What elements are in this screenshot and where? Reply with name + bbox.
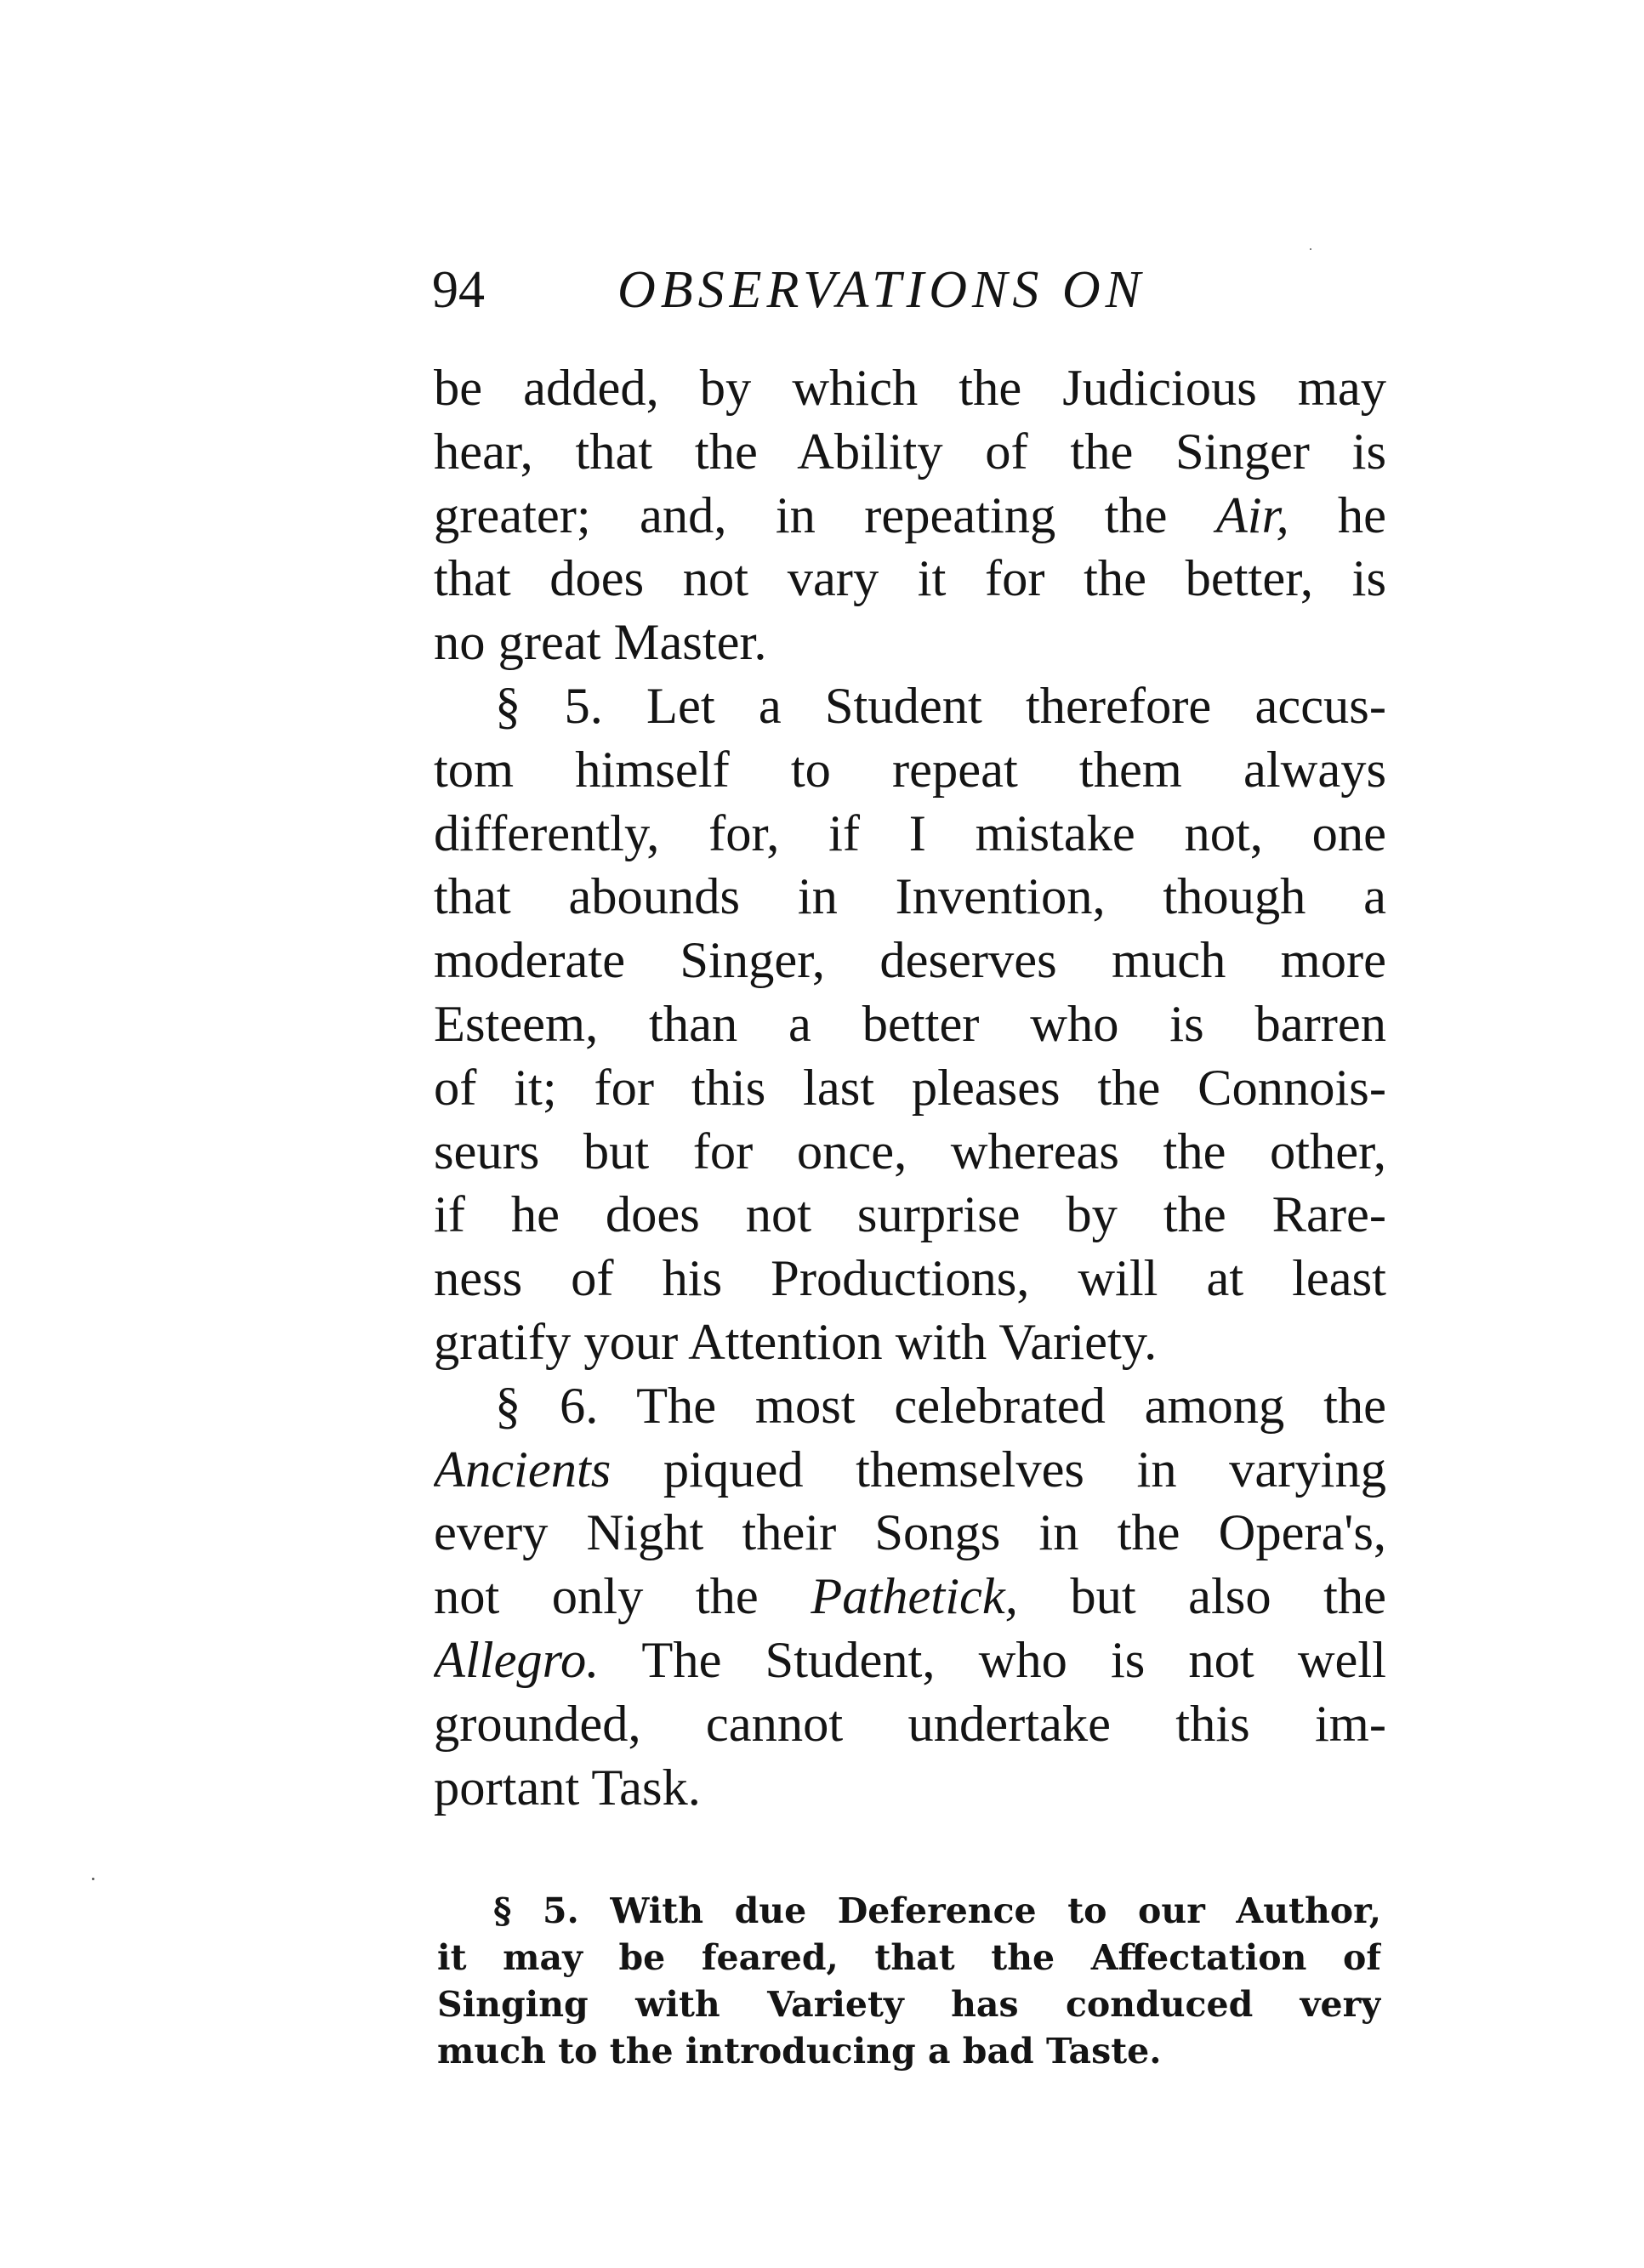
text-line: Ancients piqued themselves in varying: [434, 1441, 1386, 1498]
text-line: ness of his Productions, will at least: [434, 1250, 1386, 1308]
text-line: portant Task.: [434, 1759, 701, 1816]
italic-term: Ancients: [434, 1441, 612, 1498]
text-line: greater; and, in repeating the Air, he: [434, 486, 1386, 544]
text-line: moderate Singer, deserves much more: [434, 932, 1386, 990]
page-number: 94: [432, 261, 485, 319]
running-head: OBSERVATIONS ON: [617, 261, 1146, 319]
text-line: Esteem, than a better who is barren: [434, 995, 1386, 1053]
footnote-line: much to the introducing a bad Taste.: [437, 2031, 1162, 2072]
text-line: differently, for, if I mistake not, one: [434, 804, 1386, 862]
text-line: if he does not surprise by the Rare-: [434, 1186, 1386, 1244]
italic-term: Allegro.: [434, 1631, 600, 1689]
text-line: be added, by which the Judicious may: [434, 360, 1386, 417]
text-line: that does not vary it for the better, is: [434, 550, 1386, 608]
footnote-line: § 5. With due Deference to our Author,: [493, 1890, 1381, 1931]
italic-term: Air,: [1215, 486, 1289, 544]
text-line: seurs but for once, whereas the other,: [434, 1123, 1386, 1180]
section-6-start: § 6. The most celebrated among the: [495, 1377, 1386, 1435]
text-line: of it; for this last pleases the Connois-: [434, 1059, 1386, 1117]
text-line: grounded, cannot undertake this im-: [434, 1695, 1386, 1753]
text-line: hear, that the Ability of the Singer is: [434, 423, 1386, 480]
main-text: [434, 357, 1386, 1820]
footnote-line: Singing with Variety has conduced very: [437, 1984, 1381, 2025]
text-line: every Night their Songs in the Opera's,: [434, 1504, 1386, 1562]
section-5-start: § 5. Let a Student therefore accus-: [495, 677, 1386, 735]
italic-term: Pathetick,: [811, 1568, 1018, 1626]
scan-speck: [1310, 248, 1311, 250]
text-line: tom himself to repeat them always: [434, 741, 1386, 799]
footnote: [437, 1888, 1381, 2075]
text-line: not only the Pathetick, but also the: [434, 1568, 1386, 1626]
text-line: gratify your Attention with Variety.: [434, 1313, 1158, 1371]
scan-speck: [92, 1878, 94, 1880]
text-line: no great Master.: [434, 614, 767, 672]
footnote-line: it may be feared, that the Affectation of: [437, 1937, 1381, 1978]
page-header: [432, 252, 1385, 328]
text-line: Allegro. The Student, who is not well: [434, 1631, 1386, 1689]
text-line: that abounds in Invention, though a: [434, 868, 1386, 926]
